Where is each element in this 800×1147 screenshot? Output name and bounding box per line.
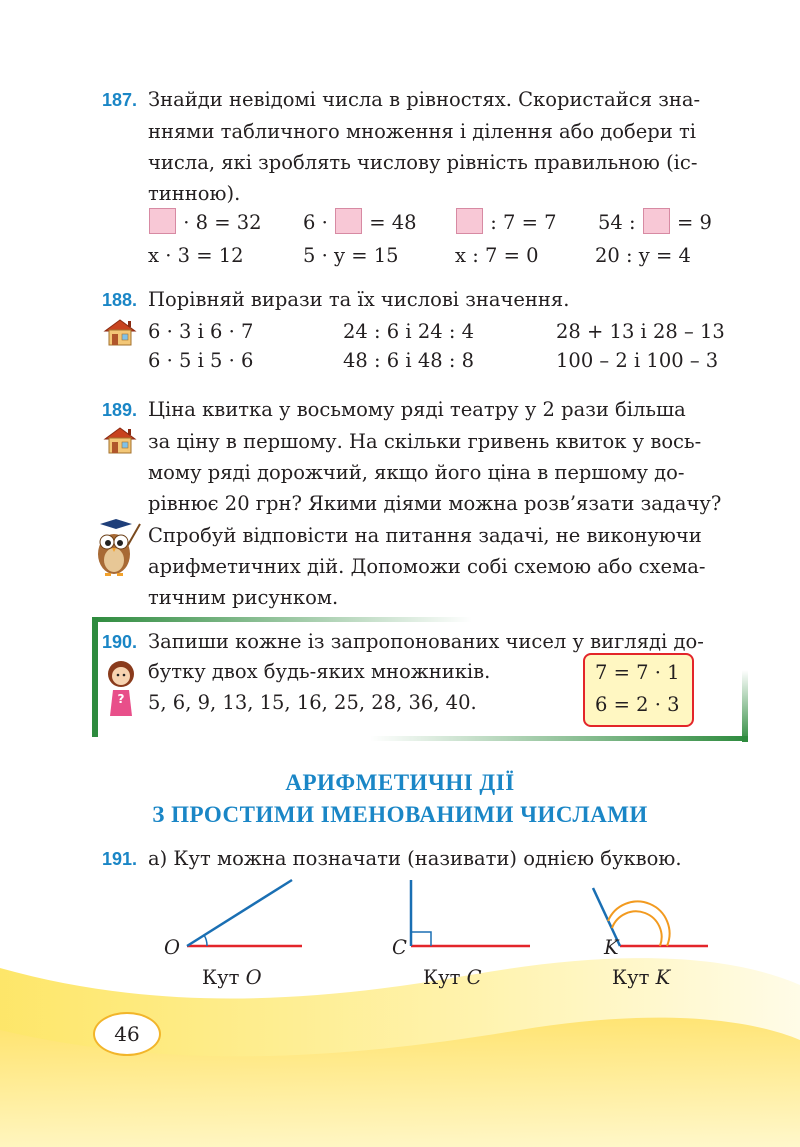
frame-right-bar (742, 670, 748, 742)
equation-1: · 8 = 32 (148, 208, 262, 237)
compare-3: 28 + 13 і 28 – 13 (556, 320, 725, 343)
angle-caption-o: Кут O (202, 966, 262, 989)
equation-6: 5 · y = 15 (303, 244, 399, 267)
girl-icon (100, 658, 142, 716)
compare-4: 6 · 5 і 5 · 6 (148, 349, 254, 372)
task-189-line-5: Спробуй відповісти на питання задачі, не виконуючи (148, 524, 702, 547)
frame-top-bar (92, 617, 472, 622)
blank-box[interactable] (335, 208, 362, 234)
task-190-line-1: Запиши кожне із запропонованих чисел у вигляді до- (148, 630, 704, 653)
page-number: 46 (93, 1012, 161, 1056)
angle-caption-k: Кут K (612, 966, 671, 989)
task-188-number: 188. (102, 290, 138, 310)
task-190-numbers: 5, 6, 9, 13, 15, 16, 25, 28, 36, 40. (148, 691, 477, 714)
equation-3: : 7 = 7 (455, 208, 557, 237)
task-187-line-4: тинною). (148, 182, 241, 205)
task-189-line-4: рівнює 20 грн? Якими діями можна розв’язати задачу? (148, 492, 722, 515)
compare-6: 100 – 2 і 100 – 3 (556, 349, 719, 372)
task-187-line-3: числа, які зроблять числову рівність правильною (іс- (148, 151, 698, 174)
angle-o (187, 880, 302, 946)
angle-vertex-c: C (392, 936, 407, 959)
task-189-line-3: мому ряді дорожчий, якщо його ціна в першому до- (148, 461, 685, 484)
task-190-number: 190. (102, 632, 138, 652)
compare-2: 24 : 6 і 24 : 4 (343, 320, 475, 343)
angle-vertex-k: K (604, 936, 619, 959)
house-icon (102, 317, 138, 347)
task-191-number: 191. (102, 849, 138, 869)
angle-vertex-o: O (164, 936, 180, 959)
house-icon (102, 425, 138, 455)
task-189-line-1: Ціна квитка у восьмому ряді театру у 2 рази більша (148, 398, 686, 421)
equation-2: 6 · = 48 (303, 208, 417, 237)
section-heading-line-1: АРИФМЕТИЧНІ ДІЇ (285, 770, 515, 795)
task-188-line: Порівняй вирази та їх числові значення. (148, 288, 570, 311)
section-heading-line-2: З ПРОСТИМИ ІМЕНОВАНИМИ ЧИСЛАМИ (152, 802, 648, 827)
equation-8: 20 : y = 4 (595, 244, 691, 267)
svg-text:?: ? (117, 692, 125, 706)
angle-c (411, 880, 530, 946)
task-190-line-2: бутку двох будь-яких множників. (148, 660, 491, 683)
task-189-line-7: тичним рисунком. (148, 586, 339, 609)
task-189-number: 189. (102, 400, 138, 420)
hint-line-2: 6 = 2 · 3 (595, 693, 680, 716)
equation-4: 54 : = 9 (598, 208, 712, 237)
task-189-line-2: за ціну в першому. На скільки гривень квиток у вось- (148, 430, 702, 453)
blank-box[interactable] (643, 208, 670, 234)
compare-5: 48 : 6 і 48 : 8 (343, 349, 475, 372)
frame-bottom-bar (370, 736, 748, 741)
task-187-line-1: Знайди невідомі числа в рівностях. Скористайся зна- (148, 88, 701, 111)
angle-caption-c: Кут C (423, 966, 482, 989)
blank-box[interactable] (456, 208, 483, 234)
blank-box[interactable] (149, 208, 176, 234)
hint-line-1: 7 = 7 · 1 (595, 661, 680, 684)
task-187-line-2: ннями табличного множення і ділення або добери ті (148, 120, 696, 143)
equation-7: x : 7 = 0 (455, 244, 539, 267)
task-187-number: 187. (102, 90, 138, 110)
frame-left-bar (92, 617, 98, 737)
task-191-line: а) Кут можна позначати (називати) однією буквою. (148, 847, 682, 870)
task-189-line-6: арифметичних дій. Допоможи собі схемою або схема- (148, 555, 706, 578)
hint-box (583, 653, 694, 727)
compare-1: 6 · 3 і 6 · 7 (148, 320, 254, 343)
owl-teacher-icon (90, 518, 142, 578)
equation-5: x · 3 = 12 (148, 244, 244, 267)
